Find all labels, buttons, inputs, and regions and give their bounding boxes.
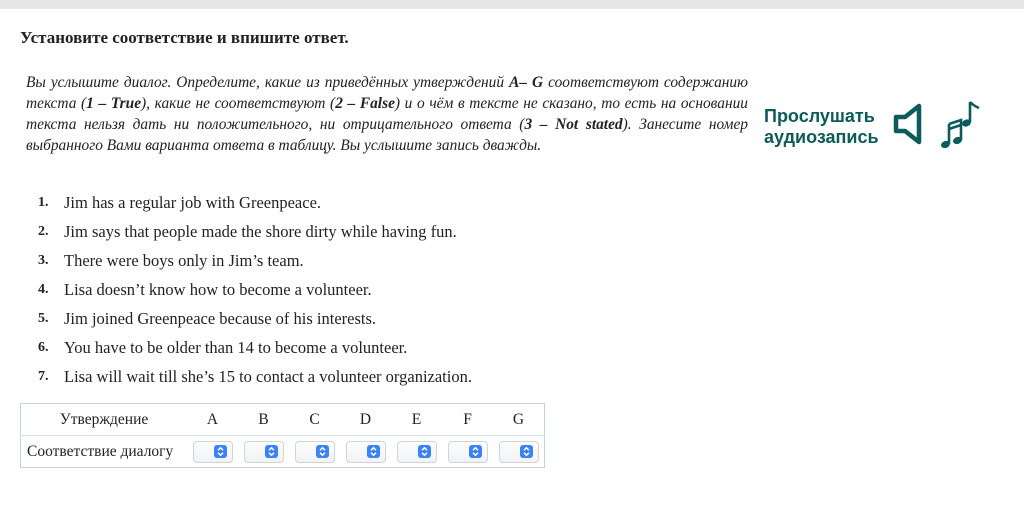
statement-item xyxy=(38,333,472,362)
statement-text: Jim has a regular job with Greenpeace. xyxy=(64,193,322,212)
statement-number: 5. xyxy=(38,311,49,326)
statement-text: Jim says that people made the shore dirty while having fun. xyxy=(64,222,457,241)
answer-select-d[interactable] xyxy=(346,441,386,463)
select-arrows-icon xyxy=(367,445,380,458)
select-arrows-icon xyxy=(418,445,431,458)
audio-label-line1: Прослушать xyxy=(764,105,875,126)
instruction-text: Вы услышите диалог. Определите, какие из приведённых утверждений A– G соответствуют содержанию текста (1 – True), какие не соответствуют (2 – False) и о чём в тексте не сказано, то есть на основании текста нельзя дать ни положительного, ни отрицательного ответа (3 – Not stated). Занесите номер выбранного Вами варианта ответа в таблицу. Вы услышите запись дважды. xyxy=(26,74,748,154)
column-header-b: B xyxy=(238,404,289,436)
answer-cell-f xyxy=(442,436,493,468)
answer-cell-b xyxy=(238,436,289,468)
statement-item xyxy=(38,188,472,217)
statement-text: There were boys only in Jim’s team. xyxy=(64,251,304,270)
answer-cell-g xyxy=(493,436,545,468)
column-header-e: E xyxy=(391,404,442,436)
statement-number: 4. xyxy=(38,282,49,297)
column-header-f: F xyxy=(442,404,493,436)
task-title: Установите соответствие и впишите ответ. xyxy=(20,28,349,47)
statements-list xyxy=(38,188,472,391)
statement-number: 3. xyxy=(38,253,49,268)
statement-item xyxy=(38,217,472,246)
statement-item xyxy=(38,275,472,304)
answer-table xyxy=(20,403,545,468)
select-arrows-icon xyxy=(316,445,329,458)
statement-text: Jim joined Greenpeace because of his interests. xyxy=(64,309,377,328)
statement-number: 7. xyxy=(38,369,49,384)
music-notes-icon xyxy=(937,98,983,155)
answer-select-c[interactable] xyxy=(295,441,335,463)
statement-number: 1. xyxy=(38,195,49,210)
top-bar xyxy=(0,0,1024,9)
header-label: Утверждение xyxy=(21,404,188,436)
statement-text: Lisa doesn’t know how to become a volunteer. xyxy=(64,280,372,299)
speaker-icon[interactable] xyxy=(893,102,929,151)
statement-number: 6. xyxy=(38,340,49,355)
select-arrows-icon xyxy=(469,445,482,458)
answer-cell-c xyxy=(289,436,340,468)
audio-player[interactable] xyxy=(764,98,983,155)
audio-label-line2: аудиозапись xyxy=(764,126,879,147)
answer-cell-e xyxy=(391,436,442,468)
column-header-a: A xyxy=(187,404,238,436)
select-arrows-icon xyxy=(265,445,278,458)
answer-select-g[interactable] xyxy=(499,441,539,463)
answer-table-select-row xyxy=(21,436,545,468)
statement-item xyxy=(38,246,472,275)
statement-number: 2. xyxy=(38,224,49,239)
select-arrows-icon xyxy=(214,445,227,458)
answer-select-e[interactable] xyxy=(397,441,437,463)
statement-item xyxy=(38,304,472,333)
column-header-d: D xyxy=(340,404,391,436)
answer-cell-d xyxy=(340,436,391,468)
statement-item xyxy=(38,362,472,391)
column-header-g: G xyxy=(493,404,545,436)
listen-audio-link[interactable] xyxy=(764,106,879,148)
column-header-c: C xyxy=(289,404,340,436)
answer-select-a[interactable] xyxy=(193,441,233,463)
select-arrows-icon xyxy=(520,445,533,458)
statement-text: Lisa will wait till she’s 15 to contact a volunteer organization. xyxy=(64,367,472,386)
answer-cell-a xyxy=(187,436,238,468)
statement-text: You have to be older than 14 to become a volunteer. xyxy=(64,338,408,357)
row-label: Соответствие диалогу xyxy=(27,442,174,460)
answer-select-b[interactable] xyxy=(244,441,284,463)
answer-select-f[interactable] xyxy=(448,441,488,463)
answer-table-header-row xyxy=(21,404,545,436)
